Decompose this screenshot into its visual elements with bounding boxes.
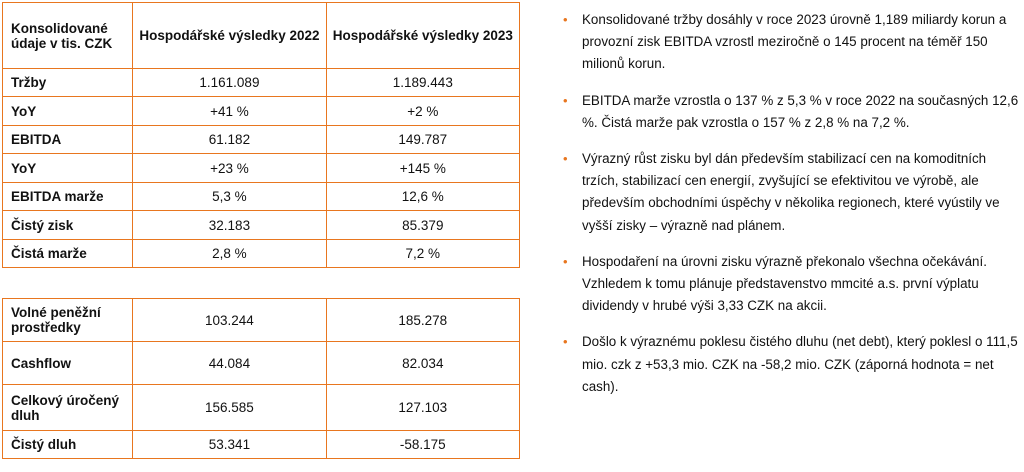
header-2022: Hospodářské výsledky 2022 xyxy=(133,3,326,69)
bullet-item xyxy=(562,251,1024,318)
bullet-icon: • xyxy=(563,12,568,27)
table-header-row xyxy=(3,3,520,69)
row-label: YoY xyxy=(3,154,133,183)
bullet-item xyxy=(562,148,1024,237)
bullet-text: Konsolidované tržby dosáhly v roce 2023 úrovně 1,189 miliardy korun a provozní zisk EBITDA vzrostl meziročně o 145 procent na téměř 150 milionů korun. xyxy=(582,12,1007,72)
value-2022: +41 % xyxy=(133,97,326,126)
value-2022: 53.341 xyxy=(133,431,326,459)
value-2023: 127.103 xyxy=(326,385,519,431)
header-label: Konsolidované údaje v tis. CZK xyxy=(3,3,133,69)
bullet-icon: • xyxy=(563,92,568,108)
commentary-bullets xyxy=(562,9,1024,398)
value-2022: 1.161.089 xyxy=(133,69,326,97)
value-2022: 44.084 xyxy=(133,342,326,385)
bullet-text: Došlo k výraznému poklesu čistého dluhu (net debt), který poklesl o 111,5 mio. czk z +53,3 mio. CZK na -58,2 mio. CZK (záporná hodnota = net cash). xyxy=(582,334,1018,394)
bullet-icon: • xyxy=(563,151,568,167)
value-2023: 12,6 % xyxy=(326,183,519,211)
row-label: EBITDA marže xyxy=(3,183,133,211)
bullet-item xyxy=(562,331,1024,398)
value-2022: 5,3 % xyxy=(133,183,326,211)
value-2023: 7,2 % xyxy=(326,240,519,268)
value-2023: -58.175 xyxy=(326,431,519,459)
table-row xyxy=(3,126,520,154)
row-label: Čistý zisk xyxy=(3,211,133,240)
value-2023: 85.379 xyxy=(326,211,519,240)
value-2023: +2 % xyxy=(326,97,519,126)
bullet-item xyxy=(562,9,1024,76)
row-label: YoY xyxy=(3,97,133,126)
value-2023: 149.787 xyxy=(326,126,519,154)
table-row xyxy=(3,97,520,126)
bullet-icon: • xyxy=(563,334,568,350)
table-row xyxy=(3,240,520,268)
results-table xyxy=(2,2,520,268)
value-2022: 2,8 % xyxy=(133,240,326,268)
bullet-text: EBITDA marže vzrostla o 137 % z 5,3 % v roce 2022 na současných 12,6 %. Čistá marže pak vzrostla o 157 % z 2,8 % na 7,2 %. xyxy=(582,92,1019,130)
row-label: EBITDA xyxy=(3,126,133,154)
row-label: Celkový úročený dluh xyxy=(3,385,133,431)
value-2023: +145 % xyxy=(326,154,519,183)
row-label: Čistá marže xyxy=(3,240,133,268)
value-2022: +23 % xyxy=(133,154,326,183)
table-row xyxy=(3,431,520,459)
row-label: Cashflow xyxy=(3,342,133,385)
bullet-text: Hospodaření na úrovni zisku výrazně překonalo všechna očekávání. Vzhledem k tomu plánuje představenstvo mmcité a.s. první výplatu dividendy v hrubé výši 3,33 CZK na akcii. xyxy=(582,253,987,314)
row-label: Čistý dluh xyxy=(3,431,133,459)
row-label: Tržby xyxy=(3,69,133,97)
table-row xyxy=(3,211,520,240)
table-row xyxy=(3,154,520,183)
row-label: Volné peněžní prostředky xyxy=(3,299,133,342)
table-row xyxy=(3,299,520,342)
value-2022: 156.585 xyxy=(133,385,326,431)
value-2023: 82.034 xyxy=(326,342,519,385)
value-2022: 103.244 xyxy=(133,299,326,342)
value-2022: 32.183 xyxy=(133,211,326,240)
table-row xyxy=(3,69,520,97)
header-2023: Hospodářské výsledky 2023 xyxy=(326,3,519,69)
table-row xyxy=(3,183,520,211)
value-2022: 61.182 xyxy=(133,126,326,154)
bullet-icon: • xyxy=(563,253,568,269)
cash-debt-table xyxy=(2,298,520,459)
bullet-item xyxy=(562,90,1024,134)
value-2023: 185.278 xyxy=(326,299,519,342)
table-row xyxy=(3,342,520,385)
value-2023: 1.189.443 xyxy=(326,69,519,97)
table-row xyxy=(3,385,520,431)
bullet-text: Výrazný růst zisku byl dán především stabilizací cen na komoditních trzích, stabilizací cen energií, zvyšující se efektivitou ve výrobě, ale především obchodními úspěchy v několika regionech, které vyústily ve vyšší zisky – výrazně nad plánem. xyxy=(582,151,1000,233)
